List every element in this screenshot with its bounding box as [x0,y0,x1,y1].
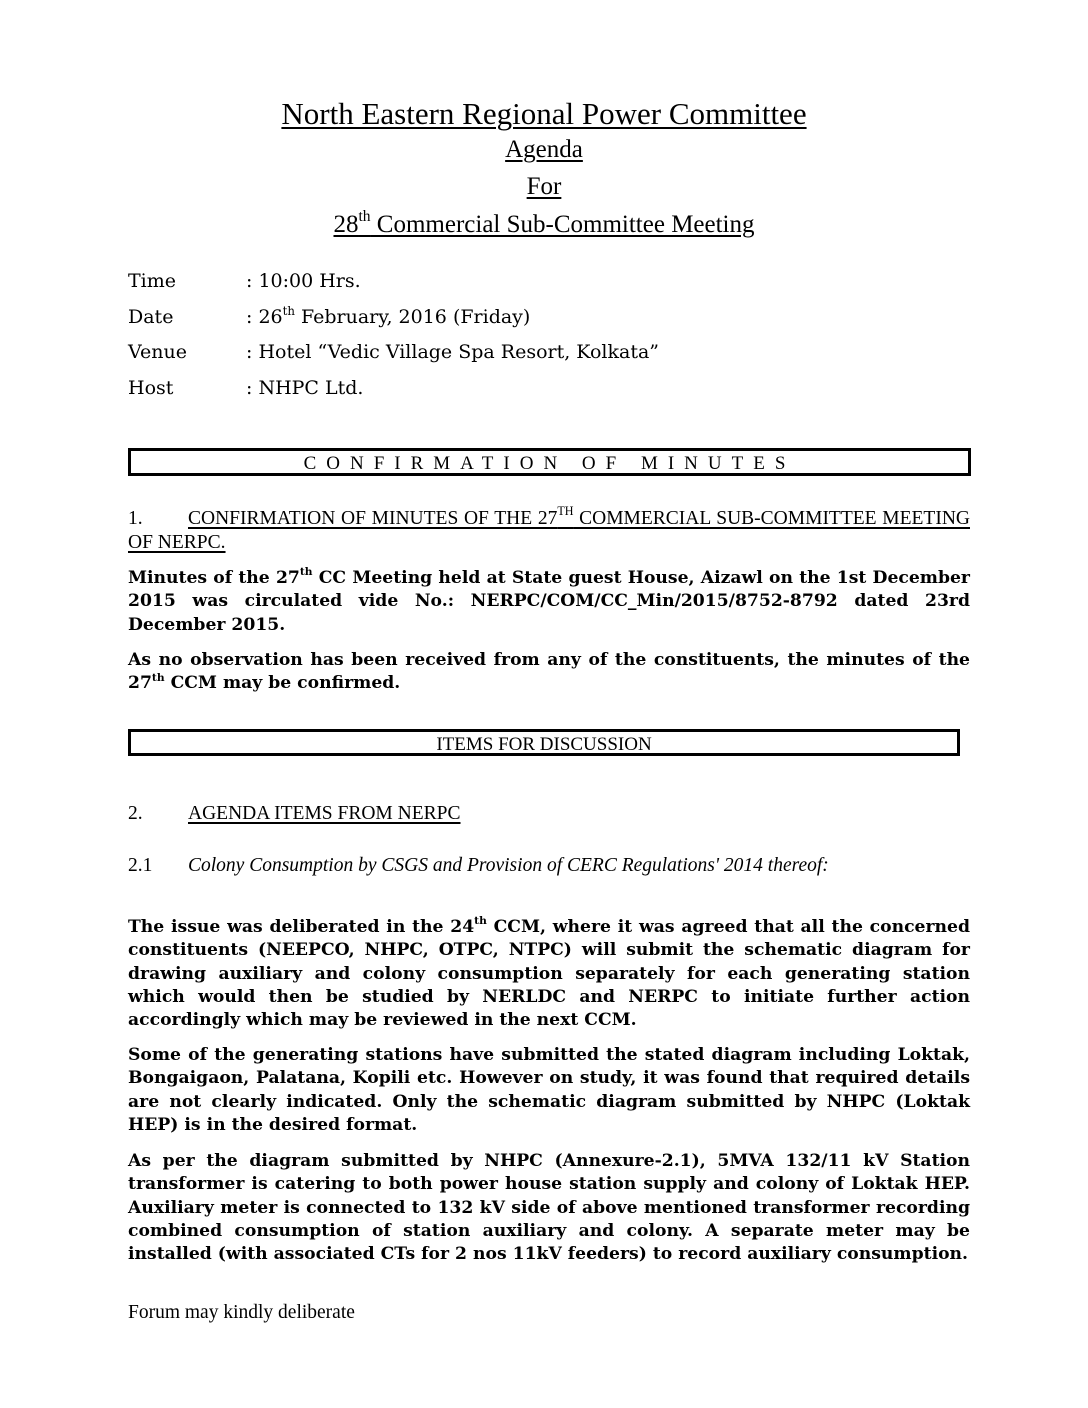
meeting-number-suffix: th [358,208,371,226]
s21p1-b: CCM, where it was agreed that all the concerned constituents (NEEPCO, NHPC, OTPC, NTPC) will submit the schematic diagram for drawing auxiliary and colony consumption separately for each generating station which would then be studied by NERLDC and NERPC to initiate further action accordingly which may be reviewed in the next CCM. [128,917,970,1031]
section-2-1-heading [128,854,970,878]
section-1-paragraph-2 [128,649,970,696]
s1p2-a: As no observation has been received from any of the constituents, the minutes of the 27 [128,650,970,694]
section-1-title-part2: COMMERCIAL SUB-COMMITTEE MEETING OF NERPC. [128,508,970,553]
s1p2-b: CCM may be confirmed. [164,673,401,694]
s1p1-b: CC Meeting held at State guest House, Aizawl on the 1st December 2015 was circulated vide No.: NERPC/COM/CC_Min/2015/8752-8792 dated 23rd December 2015. [128,568,970,635]
items-for-discussion-banner: ITEMS FOR DISCUSSION [128,729,960,756]
confirmation-of-minutes-banner: CONFIRMATION OF MINUTES [128,448,971,476]
date-value [246,303,531,328]
section-2-1-title: Colony Consumption by CSGS and Provision of CERC Regulations' 2014 thereof: [188,855,829,876]
time-value: : 10:00 Hrs. [246,270,361,292]
s21p1-sup: th [474,914,487,928]
meeting-heading [0,208,1088,239]
closing-remark: Forum may kindly deliberate [128,1302,355,1323]
section-1-paragraph-1 [128,567,970,637]
section-1-heading [128,504,970,555]
section-2-heading [128,803,461,825]
section-2-number: 2. [128,803,143,824]
agenda-label: Agenda [505,136,583,163]
meeting-name: Commercial Sub-Committee Meeting [370,211,755,238]
venue-value: : Hotel “Vedic Village Spa Resort, Kolkata” [246,341,660,363]
host-value: : NHPC Ltd. [246,377,364,399]
date-rest: February, 2016 (Friday) [294,306,531,328]
section-2-1-paragraph-1 [128,916,970,1032]
section-2-1-paragraph-2: Some of the generating stations have submitted the stated diagram including Loktak, Bongaigaon, Palatana, Kopili etc. However on study, it was found that required details are not clearly indicated. Only the schematic diagram submitted by NHPC (Loktak HEP) is in the desired format. [128,1045,970,1135]
meeting-title [333,208,755,238]
s21p1-a: The issue was deliberated in the 24 [128,917,475,937]
s1p1-sup: th [299,565,313,579]
agenda-heading [0,136,1088,164]
s1p2-sup: th [151,670,165,684]
section-1-title-part1: CONFIRMATION OF MINUTES OF THE 27 [188,508,558,529]
document-title: North Eastern Regional Power Committee [281,96,807,131]
venue-label: Venue [128,341,187,363]
date-day-suffix: th [282,303,295,318]
section-2-1-paragraph-3: As per the diagram submitted by NHPC (Annexure-2.1), 5MVA 132/11 kV Station transformer is catering to both power house station supply and colony of Loktak HEP. Auxiliary meter is connected to 132 kV side of above mentioned transformer recording combined consumption of station auxiliary and colony. A separate meter may be installed (with associated CTs for 2 nos 11kV feeders) to record auxiliary consumption. [128,1151,970,1265]
host-label: Host [128,377,174,399]
time-label: Time [128,270,177,292]
for-label: For [526,173,562,200]
date-day: : 26 [246,306,283,328]
section-2-title: AGENDA ITEMS FROM NERPC [188,803,461,824]
meeting-number: 28 [333,211,359,238]
section-1-title-sup: TH [557,504,574,519]
for-heading [0,173,1088,201]
section-1-number: 1. [128,508,143,529]
section-2-1-number: 2.1 [128,855,153,876]
section-1-title [128,504,970,553]
s1p1-a: Minutes of the 27 [128,568,300,588]
date-label: Date [128,306,174,328]
